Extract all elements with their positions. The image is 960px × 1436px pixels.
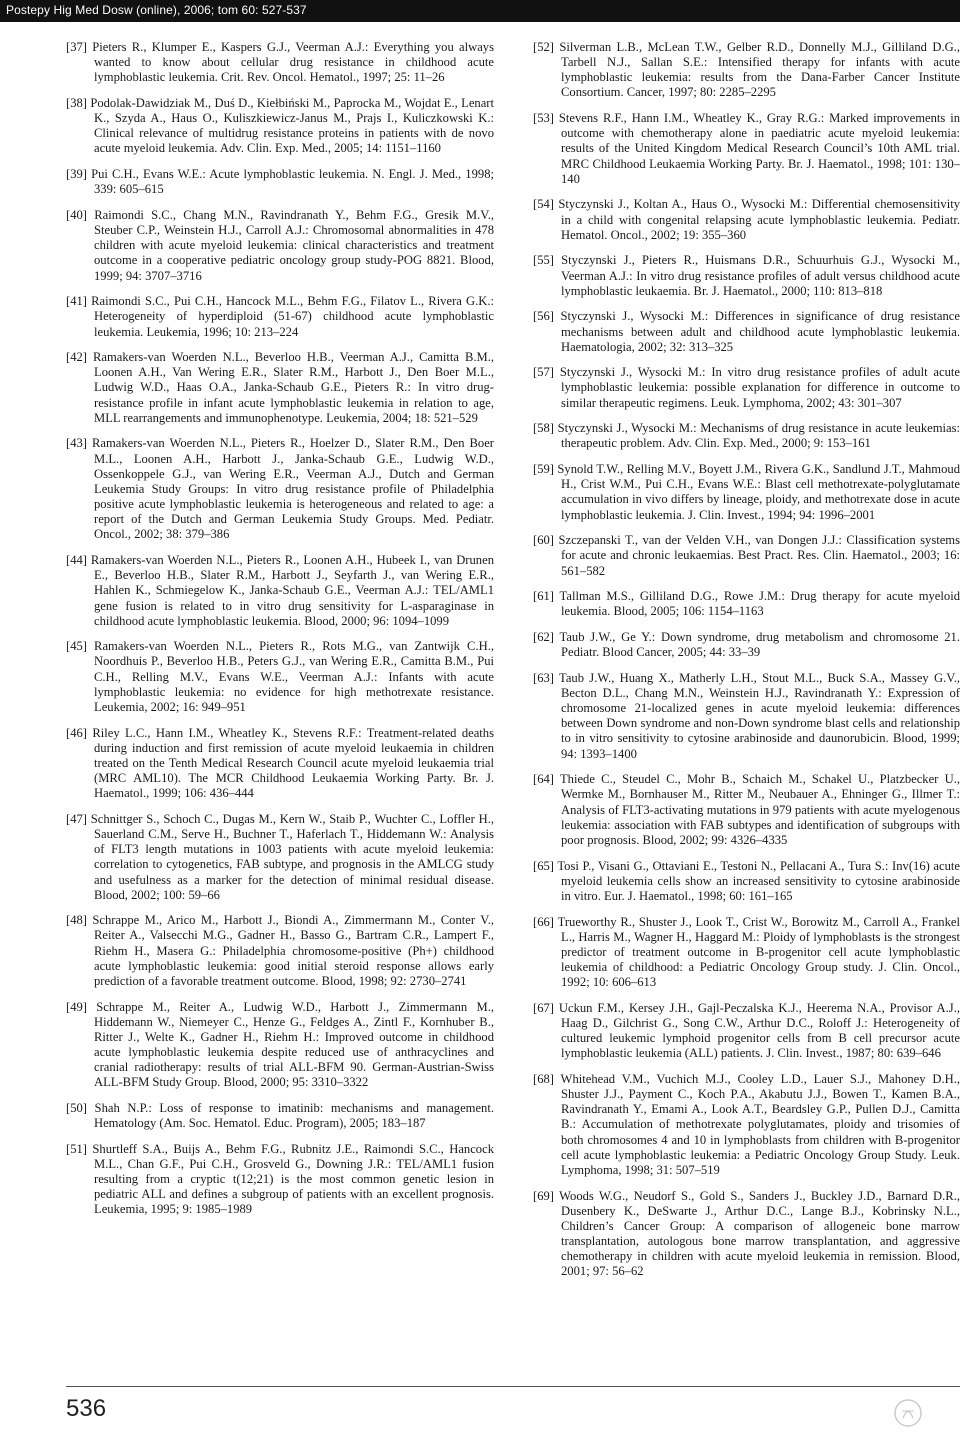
reference-46: [46] Riley L.C., Hann I.M., Wheatley K., Stevens R.F.: Treatment-related deaths during induction and first remission of acute myeloid leukaemia in children treated on the Tenth Medical Research Council acute myeloid leukaemia trial (MRC AML10). The MCR Childhood Leukaemia Working Party. Br. J. Haematol., 1999; 106: 436–444 <box>66 725 494 801</box>
reference-66: [66] Trueworthy R., Shuster J., Look T., Crist W., Borowitz M., Carroll A., Frankel L., Harris M., Wagner H., Haggard M.: Ploidy of lymphoblasts is the strongest predictor of treatment outcome in B-progenitor cell acute lymphoblastic leukemia of childhood: a Pediatric Oncology Group study. J. Clin. Oncol., 1992; 10: 606–613 <box>533 914 960 990</box>
reference-61: [61] Tallman M.S., Gilliland D.G., Rowe J.M.: Drug therapy for acute myeloid leukemia. Blood, 2005; 106: 1154–1163 <box>533 589 960 619</box>
reference-59: [59] Synold T.W., Relling M.V., Boyett J.M., Rivera G.K., Sandlund J.T., Mahmoud H., Crist W.M., Pui C.H., Evans W.E.: Blast cell methotrexate-polyglutamate accumulation in vivo differs by lineage, ploidy, and methotrexate dose in acute lymphoblastic leukemia. J. Clin. Invest., 1994; 94: 1996–2001 <box>533 462 960 522</box>
journal-header-bar <box>0 0 960 22</box>
reference-37: [37] Pieters R., Klumper E., Kaspers G.J., Veerman A.J.: Everything you always wanted to know about cellular drug resistance in childhood acute lymphoblastic leukemia. Crit. Rev. Oncol. Hematol., 1997; 25: 11–26 <box>66 40 494 85</box>
reference-62: [62] Taub J.W., Ge Y.: Down syndrome, drug metabolism and chromosome 21. Pediatr. Blood Cancer, 2005; 44: 33–39 <box>533 630 960 660</box>
reference-68: [68] Whitehead V.M., Vuchich M.J., Cooley L.D., Lauer S.J., Mahoney D.H., Shuster J.J., Payment C., Koch P.A., Akabutu J.J., Bowen T., Kamen B.A., Ravindranath Y., Emami A., Look A.T., Beardsley G.P., Pullen D.J., Camitta B.: Accumulation of methotrexate polyglutamates, ploidy and trisomies of both chromosomes 4 and 10 in lymphoblasts from children with B-progenitor cell acute lymphoblastic leukemia: a Pediatric Oncology Group Study. Leuk. Lymphoma, 1998; 31: 507–519 <box>533 1071 960 1177</box>
references-right-column <box>533 40 960 1290</box>
reference-63: [63] Taub J.W., Huang X., Matherly L.H., Stout M.L., Buck S.A., Massey G.V., Becton D.L., Chang M.N., Weinstein H.J., Ravindranath Y.: Expression of chromosome 21-localized genes in acute myeloid leukemia: differences between Down syndrome and non-Down syndrome blast cells and relationship to in vitro sensitivity to cytosine arabinoside and daunorubicin. Blood, 1999; 94: 1393–1400 <box>533 670 960 761</box>
reference-53: [53] Stevens R.F., Hann I.M., Wheatley K., Gray R.G.: Marked improvements in outcome with chemotherapy alone in paediatric acute myeloid leukemia: results of the United Kingdom Medical Research Council’s 10th AML trial. MRC Childhood Leukaemia Working Party. Br. J. Haematol., 1998; 101: 130–140 <box>533 111 960 186</box>
reference-56: [56] Styczynski J., Wysocki M.: Differences in significance of drug resistance mechanisms between adult and childhood acute lymphoblastic leukemia. Haematologia, 2002; 32: 313–325 <box>533 309 960 354</box>
reference-55: [55] Styczynski J., Pieters R., Huismans D.R., Schuurhuis G.J., Wysocki M., Veerman A.J.: In vitro drug resistance profiles of adult versus childhood acute lymphoblastic leukaemia. Br. J. Haematol., 2000; 110: 813–818 <box>533 253 960 298</box>
reference-58: [58] Styczynski J., Wysocki M.: Mechanisms of drug resistance in acute leukemias: therapeutic problem. Adv. Clin. Exp. Med., 2000; 9: 153–161 <box>533 421 960 451</box>
footer-divider <box>66 1386 960 1387</box>
reference-64: [64] Thiede C., Steudel C., Mohr B., Schaich M., Schakel U., Platzbecker U., Wermke M., Bornhauser M., Ritter M., Neubauer A., Ehninger G., Illmer T.: Analysis of FLT3-activating mutations in 979 patients with acute myelogenous leukemia: association with FAB subtypes and identification of subgroups with poor prognosis. Blood, 2002; 99: 4326–4335 <box>533 772 960 847</box>
reference-43: [43] Ramakers-van Woerden N.L., Pieters R., Hoelzer D., Slater R.M., Den Boer M.L., Loonen A.H., Harbott J., Janka-Schaub G.E., Ludwig W.D., Ossenkoppele G.J., van Wering E.R., Veerman A.J., Dutch and German Leukemia Study Groups: In vitro drug resistance profile of Philadelphia positive acute lymphoblastic leukemia is heterogeneous and related to age: a report of the Dutch and German Leukemia Study Groups. Med. Pediatr. Oncol., 2002; 38: 379–386 <box>66 436 494 542</box>
reference-67: [67] Uckun F.M., Kersey J.H., Gajl-Peczalska K.J., Heerema N.A., Provisor A.J., Haag D., Gilchrist G., Song C.W., Arthur D.C., Roloff J.: Heterogeneity of cultured leukemic lymphoid progenitor cells from B cell precursor acute lymphoblastic leukemia (ALL) patients. J. Clin. Invest., 1987; 80: 639–646 <box>533 1000 960 1061</box>
reference-49: [49] Schrappe M., Reiter A., Ludwig W.D., Harbott J., Zimmermann M., Hiddemann W., Niemeyer C., Henze G., Feldges A., Zintl F., Kornhuber B., Ritter J., Welte K., Gadner H., Riehm H.: Improved outcome in childhood acute lymphoblastic leukemia despite reduced use of anthracyclines and cranial radiotherapy: results of trial ALL-BFM 90. German-Austrian-Swiss ALL-BFM Study Group. Blood, 2000; 95: 3310–3322 <box>66 999 494 1090</box>
reference-69: [69] Woods W.G., Neudorf S., Gold S., Sanders J., Buckley J.D., Barnard D.R., Dusenbery K., DeSwarte J., Arthur D.C., Lange B.J., Kobrinsky N.L., Children’s Cancer Group: A comparison of allogeneic bone marrow transplantation, autologous bone marrow transplantation, and aggressive chemotherapy in children with acute myeloid leukemia in remission. Blood, 2001; 97: 56–62 <box>533 1188 960 1279</box>
reference-38: [38] Podolak-Dawidziak M., Duś D., Kiełbiński M., Paprocka M., Wojdat E., Lenart K., Szyda A., Haus O., Kuliszkiewicz-Janus M., Prajs I., Kuliczkowski K.: Clinical relevance of multidrug resistance proteins in patients with de novo acute myeloid leukemia. Adv. Clin. Exp. Med., 2005; 14: 1151–1160 <box>66 95 494 156</box>
reference-52: [52] Silverman L.B., McLean T.W., Gelber R.D., Donnelly M.J., Gilliland D.G., Tarbell N.J., Sallan S.E.: Intensified therapy for infants with acute lymphoblastic leukemia: results from the Dana-Farber Cancer Institute Consortium. Cancer, 1997; 80: 2285–2295 <box>533 40 960 100</box>
reference-41: [41] Raimondi S.C., Pui C.H., Hancock M.L., Behm F.G., Filatov L., Rivera G.K.: Heterogeneity of hyperdiploid (51-67) childhood acute lymphoblastic leukemia. Leukemia, 1996; 10: 213–224 <box>66 294 494 339</box>
references-left-column <box>66 40 494 1228</box>
reference-57: [57] Styczynski J., Wysocki M.: In vitro drug resistance profiles of adult acute lymphoblastic leukemia: possible explanation for difference in outcome to similar therapeutic regimens. Leuk. Lymphoma, 2002; 43: 301–307 <box>533 365 960 410</box>
reference-50: [50] Shah N.P.: Loss of response to imatinib: mechanisms and management. Hematology (Am. Soc. Hematol. Educ. Program), 2005; 183–187 <box>66 1101 494 1131</box>
reference-45: [45] Ramakers-van Woerden N.L., Pieters R., Rots M.G., van Zantwijk C.H., Noordhuis P., Beverloo H.B., Peters G.J., van Wering E.R., Camitta B.M., Pui C.H., Relling M.V., Evans W.E., Veerman A.J.: Infants with acute lymphoblastic leukemia: no evidence for high methotrexate resistance. Leukemia, 2002; 16: 949–951 <box>66 639 494 714</box>
reference-40: [40] Raimondi S.C., Chang M.N., Ravindranath Y., Behm F.G., Gresik M.V., Steuber C.P., Weinstein H.J., Carroll A.J.: Chromosomal abnormalities in 478 children with acute myeloid leukemia: clinical characteristics and treatment outcome in a cooperative pediatric oncology group study-POG 8821. Blood, 1999; 94: 3707–3716 <box>66 207 494 283</box>
publisher-logo-icon <box>893 1398 923 1428</box>
reference-48: [48] Schrappe M., Arico M., Harbott J., Biondi A., Zimmermann M., Conter V., Reiter A., Valsecchi M.G., Gadner H., Basso G., Bartram C.R., Lampert F., Riehm H., Masera G.: Philadelphia chromosome-positive (Ph+) childhood acute lymphoblastic leukemia: good initial steroid response allows early prediction of a favorable treatment outcome. Blood, 1998; 92: 2730–2741 <box>66 913 494 988</box>
reference-42: [42] Ramakers-van Woerden N.L., Beverloo H.B., Veerman A.J., Camitta B.M., Loonen A.H., Van Wering E.R., Slater R.M., Harbott J., Den Boer M.L., Ludwig W.D., Haas O.A., Janka-Schaub G.E., Pieters R.: In vitro drug-resistance profile in infant acute lymphoblastic leukemia in relation to age, MLL rearrangements and immunophenotype. Leukemia, 2004; 18: 521–529 <box>66 350 494 425</box>
reference-65: [65] Tosi P., Visani G., Ottaviani E., Testoni N., Pellacani A., Tura S.: Inv(16) acute myeloid leukemia cells show an increased sensitivity to cytosine arabinoside in vitro. Eur. J. Haematol., 1998; 60: 161–165 <box>533 858 960 903</box>
reference-54: [54] Styczynski J., Koltan A., Haus O., Wysocki M.: Differential chemosensitivity in a child with congenital relapsing acute lymphoblastic leukemia. Pediatr. Hematol. Oncol., 2002; 19: 355–360 <box>533 197 960 242</box>
reference-39: [39] Pui C.H., Evans W.E.: Acute lymphoblastic leukemia. N. Engl. J. Med., 1998; 339: 605–615 <box>66 167 494 197</box>
page-number: 536 <box>66 1395 107 1422</box>
reference-51: [51] Shurtleff S.A., Buijs A., Behm F.G., Rubnitz J.E., Raimondi S.C., Hancock M.L., Chan G.F., Pui C.H., Grosveld G., Downing J.R.: TEL/AML1 fusion resulting from a cryptic t(12;21) is the most common genetic lesion in pediatric ALL and defines a subgroup of patients with an excellent prognosis. Leukemia, 1995; 9: 1985–1989 <box>66 1141 494 1217</box>
reference-60: [60] Szczepanski T., van der Velden V.H., van Dongen J.J.: Classification systems for acute and chronic leukaemias. Best Pract. Res. Clin. Haematol., 2003; 16: 561–582 <box>533 533 960 578</box>
journal-citation: Postepy Hig Med Dosw (online), 2006; tom 60: 527-537 <box>6 3 307 17</box>
reference-47: [47] Schnittger S., Schoch C., Dugas M., Kern W., Staib P., Wuchter C., Loffler H., Sauerland C.M., Serve H., Buchner T., Haferlach T., Hiddemann W.: Analysis of FLT3 length mutations in 1003 patients with acute myeloid leukemia: correlation to cytogenetics, FAB subtype, and prognosis in the AMLCG study and usefulness as a marker for the detection of minimal residual disease. Blood, 2002; 100: 59–66 <box>66 811 494 902</box>
reference-44: [44] Ramakers-van Woerden N.L., Pieters R., Loonen A.H., Hubeek I., van Drunen E., Beverloo H.B., Slater R.M., Harbott J., Seyfarth J., van Wering E.R., Hahlen K., Schmiegelow K., Janka-Schaub G.E., Veerman A.J.: TEL/AML1 gene fusion is related to in vitro drug sensitivity for L-asparaginase in childhood acute lymphoblastic leukemia. Blood, 2000; 96: 1094–1099 <box>66 553 494 628</box>
